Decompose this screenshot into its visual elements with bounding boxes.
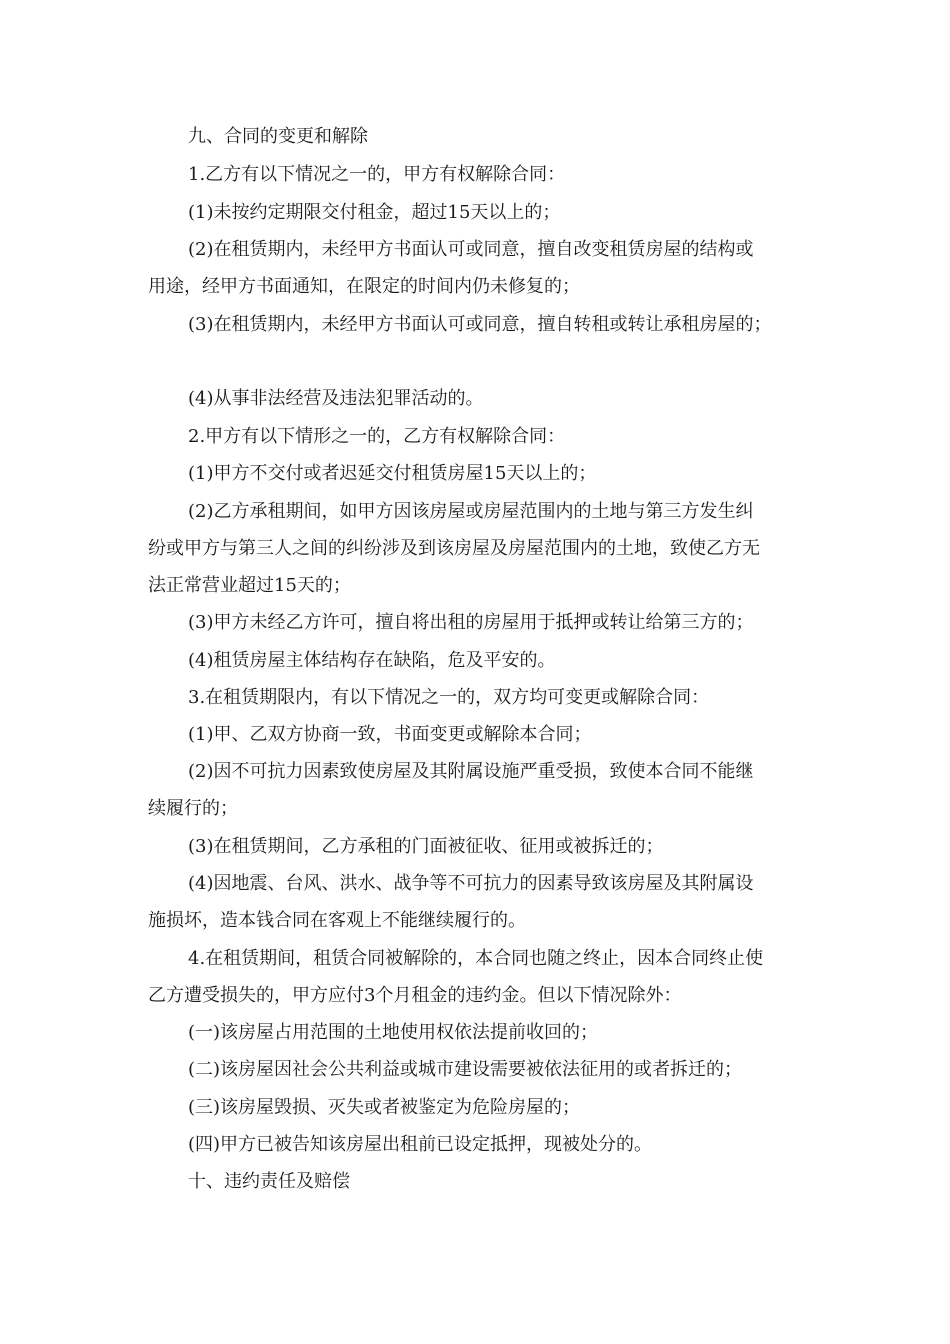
clause-item-continued: 法正常营业超过15天的； [148,575,351,596]
clause-item: (3)在租赁期内，未经甲方书面认可或同意，擅自转租或转让承租房屋的； [188,314,772,335]
clause-item: (3)在租赁期间，乙方承租的门面被征收、征用或被拆迁的； [188,836,664,857]
clause-item-continued: 施损坏，造本钱合同在客观上不能继续履行的。 [148,910,526,931]
clause-item-continued: 纷或甲方与第三人之间的纠纷涉及到该房屋及房屋范围内的土地，致使乙方无 [148,538,760,559]
section-heading: 九、合同的变更和解除 [188,126,368,147]
clause-paragraph: 1.乙方有以下情况之一的，甲方有权解除合同： [188,164,566,185]
clause-item: (4)从事非法经营及违法犯罪活动的。 [188,388,484,409]
clause-item: (二)该房屋因社会公共利益或城市建设需要被依法征用的或者拆迁的； [188,1059,743,1080]
clause-item: (三)该房屋毁损、灭失或者被鉴定为危险房屋的； [188,1097,581,1118]
clause-item: (1)甲、乙双方协商一致，书面变更或解除本合同； [188,724,592,745]
clause-paragraph-continued: 乙方遭受损失的，甲方应付3个月租金的违约金。但以下情况除外： [148,985,682,1006]
clause-item-continued: 用途，经甲方书面通知，在限定的时间内仍未修复的； [148,276,580,297]
clause-item: (四)甲方已被告知该房屋出租前已设定抵押，现被处分的。 [188,1134,653,1155]
clause-item: (2)因不可抗力因素致使房屋及其附属设施严重受损，致使本合同不能继 [188,761,754,782]
clause-paragraph: 2.甲方有以下情形之一的，乙方有权解除合同： [188,426,566,447]
clause-item: (3)甲方未经乙方许可，擅自将出租的房屋用于抵押或转让给第三方的； [188,612,754,633]
clause-item: (一)该房屋占用范围的土地使用权依法提前收回的； [188,1022,599,1043]
clause-item: (4)租赁房屋主体结构存在缺陷，危及平安的。 [188,650,556,671]
clause-item: (4)因地震、台风、洪水、战争等不可抗力的因素导致该房屋及其附属设 [188,873,754,894]
clause-paragraph: 4.在租赁期间，租赁合同被解除的，本合同也随之终止，因本合同终止使 [188,948,764,969]
clause-item: (1)未按约定期限交付租金，超过15天以上的； [188,202,561,223]
section-heading: 十、违约责任及赔偿 [188,1171,350,1192]
clause-item: (2)在租赁期内，未经甲方书面认可或同意，擅自改变租赁房屋的结构或 [188,239,754,260]
clause-item: (1)甲方不交付或者迟延交付租赁房屋15天以上的； [188,463,597,484]
clause-item: (2)乙方承租期间，如甲方因该房屋或房屋范围内的土地与第三方发生纠 [188,501,754,522]
clause-paragraph: 3.在租赁期限内，有以下情况之一的，双方均可变更或解除合同： [188,687,710,708]
clause-item-continued: 续履行的； [148,798,238,819]
